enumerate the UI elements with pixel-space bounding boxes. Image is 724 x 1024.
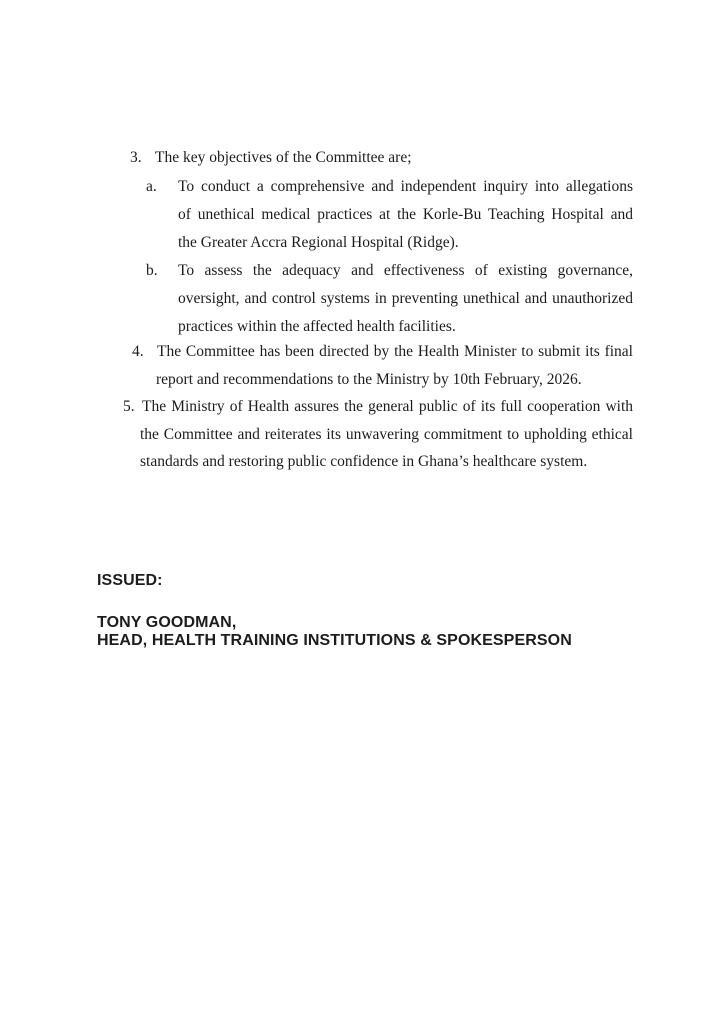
list-item-5-text-line: The Ministry of Health assures the general public of its full cooperation with [142, 398, 633, 415]
sub-item-b-text-line: oversight, and control systems in preventing unethical and unauthorized [178, 290, 633, 307]
sub-item-b-text-line: practices within the affected health facilities. [178, 318, 456, 335]
issued-label: ISSUED: [97, 572, 163, 589]
sub-item-b-letter: b. [146, 262, 158, 279]
issued-by-title: HEAD, HEALTH TRAINING INSTITUTIONS & SPOKESPERSON [97, 632, 572, 649]
issued-by-name: TONY GOODMAN, [97, 614, 237, 631]
list-item-4-text-line: The Committee has been directed by the Health Minister to submit its final [157, 343, 633, 360]
list-item-5-number: 5. [123, 398, 135, 415]
list-item-3-text: The key objectives of the Committee are; [155, 149, 412, 166]
list-item-5-text-line: standards and restoring public confidence in Ghana’s healthcare system. [140, 453, 588, 470]
sub-item-b-text-line: To assess the adequacy and effectiveness of existing governance, [178, 262, 633, 279]
sub-item-a-letter: a. [146, 178, 157, 195]
sub-item-a-text-line: of unethical medical practices at the Korle-Bu Teaching Hospital and [178, 206, 633, 223]
list-item-4-number: 4. [132, 343, 144, 360]
sub-item-a-text-line: To conduct a comprehensive and independent inquiry into allegations [178, 178, 633, 195]
list-item-3-number: 3. [130, 149, 142, 166]
list-item-4-text-line: report and recommendations to the Ministry by 10th February, 2026. [156, 371, 582, 388]
sub-item-a-text-line: the Greater Accra Regional Hospital (Ridge). [178, 234, 459, 251]
list-item-5-text-line: the Committee and reiterates its unwavering commitment to upholding ethical [140, 426, 633, 443]
